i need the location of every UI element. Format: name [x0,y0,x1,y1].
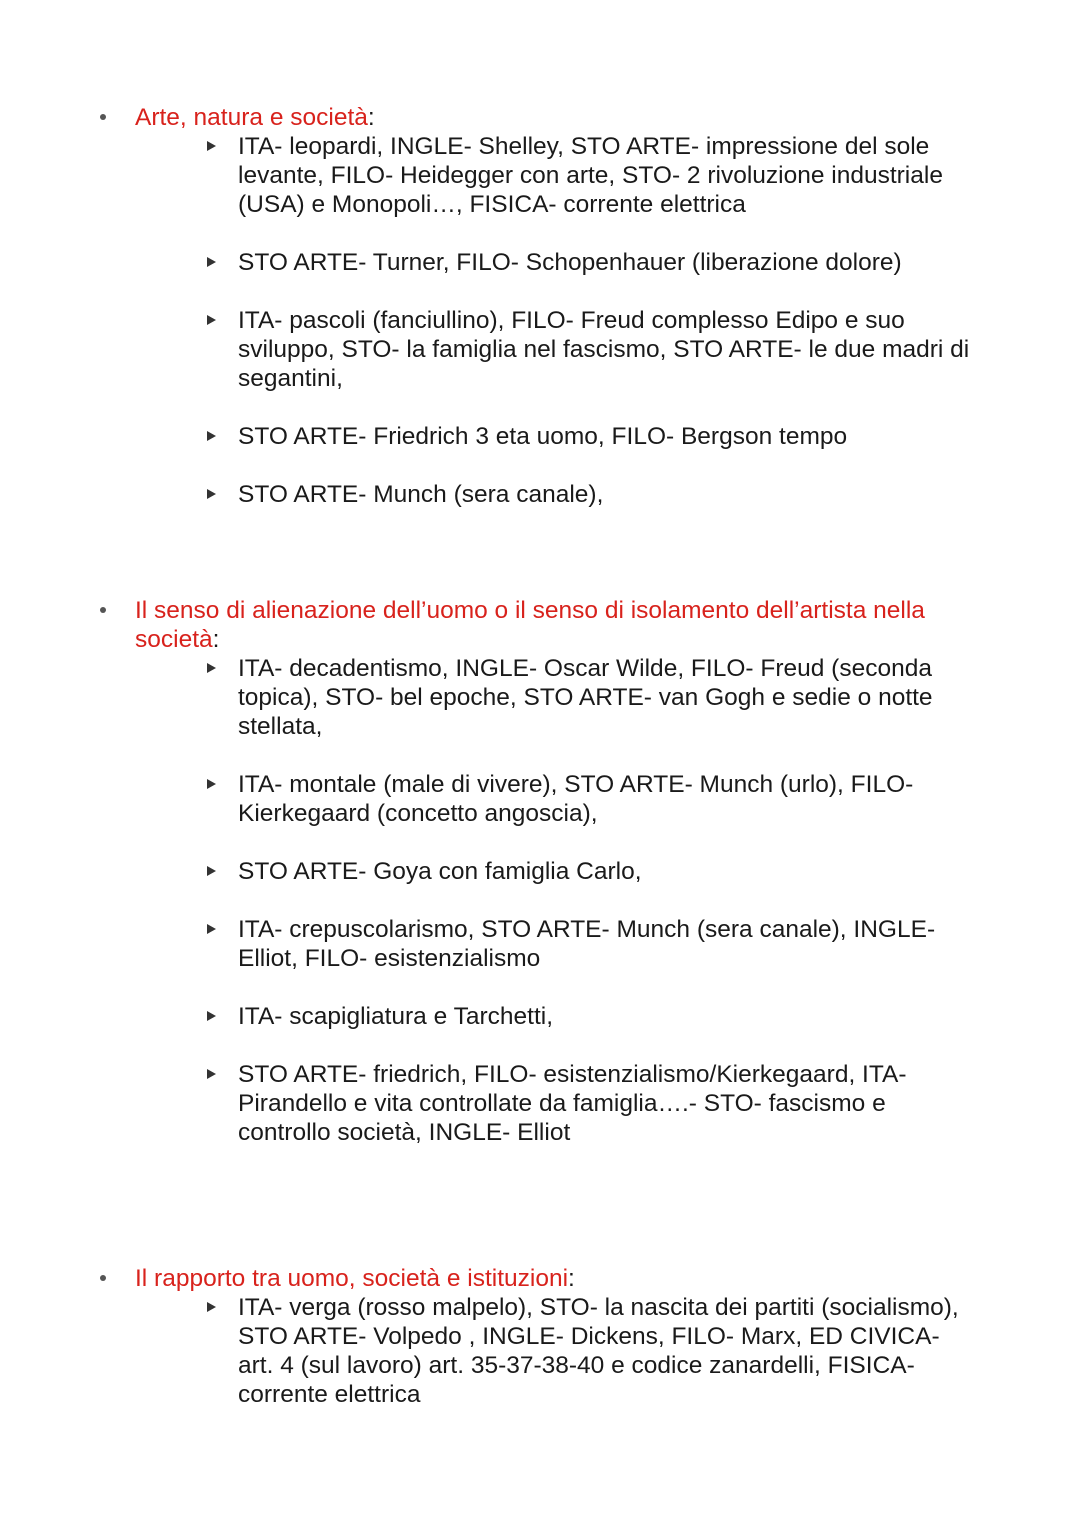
topic-list [0,654,1080,1147]
section-heading [0,596,1080,654]
bullet-dot-icon [100,1275,106,1281]
list-item [0,306,1080,393]
triangle-bullet-icon [207,924,216,934]
triangle-bullet-icon [207,779,216,789]
list-item-text: ITA- verga (rosso malpelo), STO- la nascita dei partiti (socialismo), STO ARTE- Volpedo , INGLE- Dickens, FILO- Marx, ED CIVICA- art. 4 (sul lavoro) art. 35-37-38-40 e codice zanardelli, FISICA- corrente elettrica [238,1294,959,1408]
triangle-bullet-icon [207,866,216,876]
list-item [0,770,1080,828]
section-heading [0,103,1080,132]
bullet-dot-icon [100,607,106,613]
triangle-bullet-icon [207,663,216,673]
list-item [0,132,1080,219]
triangle-bullet-icon [207,1302,216,1312]
list-item-text: ITA- crepuscolarismo, STO ARTE- Munch (sera canale), INGLE- Elliot, FILO- esistenzialismo [238,916,936,972]
list-item-text: ITA- montale (male di vivere), STO ARTE- Munch (urlo), FILO- Kierkegaard (concetto angoscia), [238,771,914,827]
heading-colon: : [212,626,220,653]
list-item [0,422,1080,451]
triangle-bullet-icon [207,315,216,325]
triangle-bullet-icon [207,1011,216,1021]
list-item-text: STO ARTE- Friedrich 3 eta uomo, FILO- Bergson tempo [238,423,848,450]
triangle-bullet-icon [207,257,216,267]
list-item [0,480,1080,509]
triangle-bullet-icon [207,489,216,499]
heading-colon: : [568,1265,575,1292]
triangle-bullet-icon [207,141,216,151]
heading-colon: : [367,104,375,131]
section-heading-text: Il rapporto tra uomo, società e istituzioni [135,1265,569,1292]
topic-list [0,1293,1080,1409]
list-item [0,1293,1080,1409]
section-heading [0,1264,1080,1293]
list-item-text: STO ARTE- Munch (sera canale), [238,481,604,508]
list-item-text: ITA- decadentismo, INGLE- Oscar Wilde, FILO- Freud (seconda topica), STO- bel epoche, STO ARTE- van Gogh e sedie o notte stellata, [238,655,933,740]
section-uomo-societa-istituzioni [0,1264,1080,1409]
section-heading-text: Il senso di alienazione dell’uomo o il senso di isolamento dell’artista nella società [135,597,925,653]
list-item-text: ITA- scapigliatura e Tarchetti, [238,1003,554,1030]
list-item-text: STO ARTE- Turner, FILO- Schopenhauer (liberazione dolore) [238,249,902,276]
topic-list [0,132,1080,509]
triangle-bullet-icon [207,1069,216,1079]
section-arte-natura-societa [0,103,1080,509]
list-item [0,857,1080,886]
list-item [0,654,1080,741]
section-alienazione-isolamento [0,596,1080,1147]
triangle-bullet-icon [207,431,216,441]
list-item [0,1002,1080,1031]
list-item-text: ITA- leopardi, INGLE- Shelley, STO ARTE- impressione del sole levante, FILO- Heidegger con arte, STO- 2 rivoluzione industriale (USA) e Monopoli…, FISICA- corrente elettrica [238,133,943,218]
section-heading-text: Arte, natura e società [135,104,368,131]
list-item [0,248,1080,277]
list-item [0,915,1080,973]
list-item-text: STO ARTE- Goya con famiglia Carlo, [238,858,642,885]
list-item-text: STO ARTE- friedrich, FILO- esistenzialismo/Kierkegaard, ITA- Pirandello e vita controllate da famiglia….- STO- fascismo e controllo società, INGLE- Elliot [238,1061,907,1146]
list-item [0,1060,1080,1147]
list-item-text: ITA- pascoli (fanciullino), FILO- Freud complesso Edipo e suo sviluppo, STO- la famiglia nel fascismo, STO ARTE- le due madri di segantini, [238,307,970,392]
bullet-dot-icon [100,114,106,120]
